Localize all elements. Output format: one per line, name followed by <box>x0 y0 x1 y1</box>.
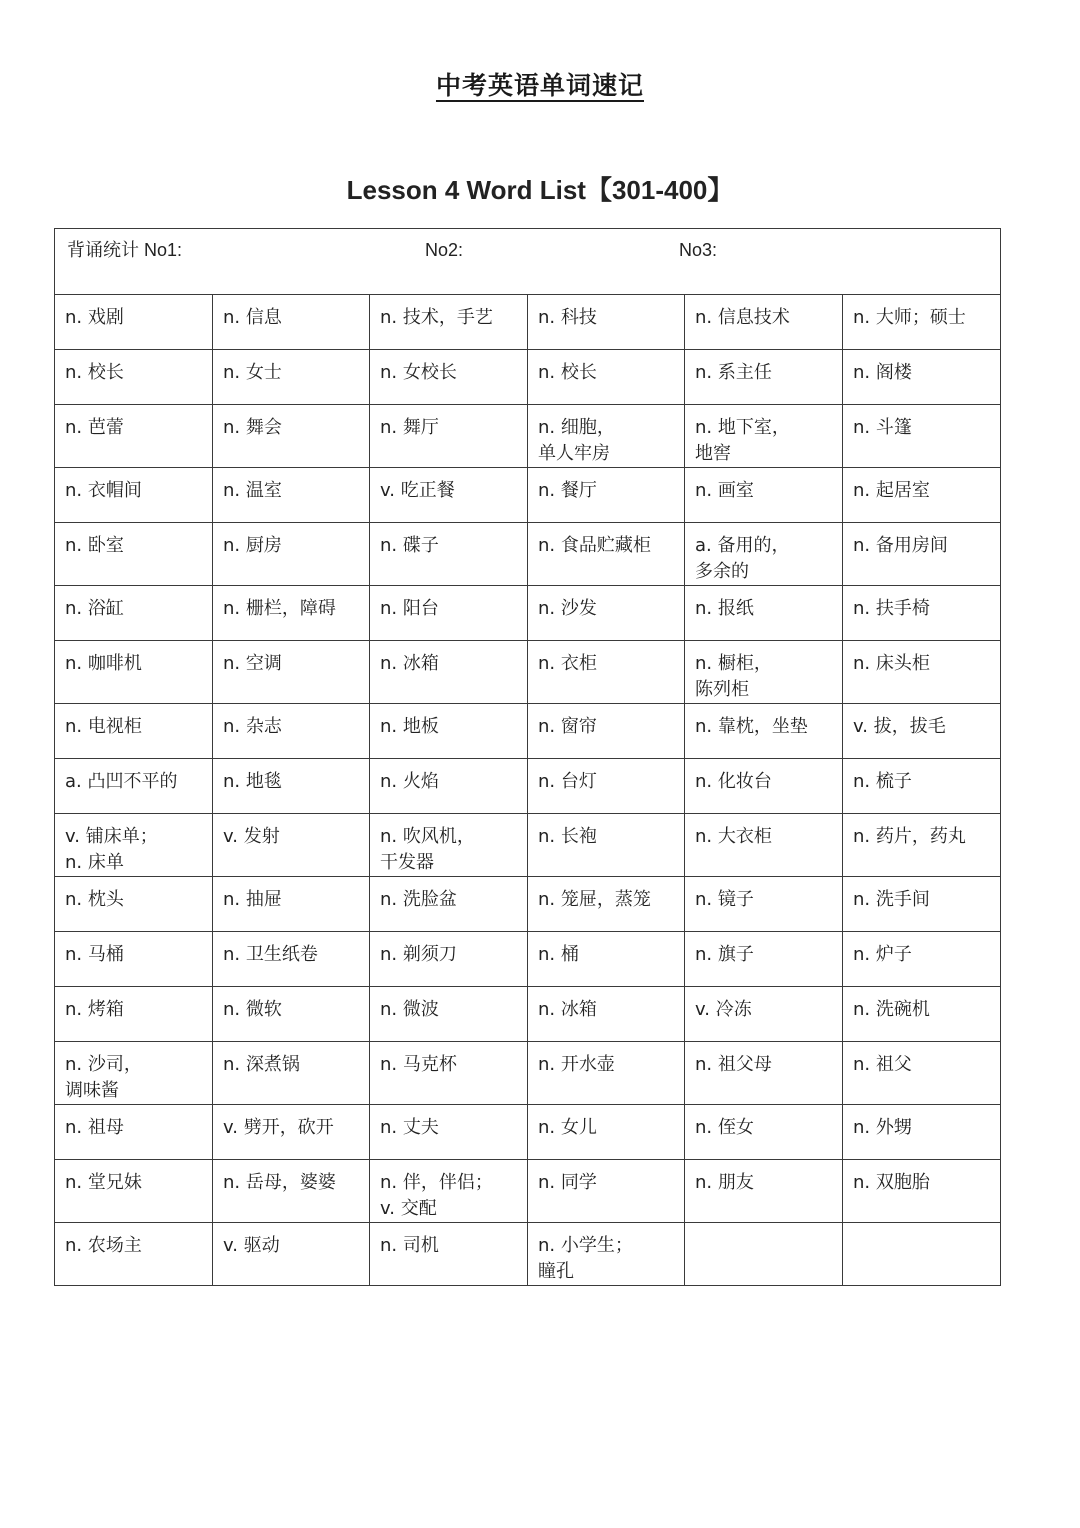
word-definition: n. 堂兄妹 <box>65 1172 142 1193</box>
word-definition: n. 空调 <box>223 653 282 674</box>
word-definition: n. 报纸 <box>695 598 754 619</box>
word-cell <box>213 932 370 987</box>
word-definition: n. 祖父母 <box>695 1054 772 1075</box>
table-row <box>55 1105 1001 1160</box>
word-definition: n. 镜子 <box>695 889 754 910</box>
word-cell <box>213 586 370 641</box>
word-definition: n. 卧室 <box>65 535 124 556</box>
word-cell <box>685 1042 843 1105</box>
word-cell <box>843 1105 1001 1160</box>
word-definition: n. 祖母 <box>65 1117 124 1138</box>
word-cell <box>843 468 1001 523</box>
word-cell <box>685 586 843 641</box>
word-cell <box>528 932 685 987</box>
word-cell <box>685 932 843 987</box>
word-cell <box>528 704 685 759</box>
word-definition: n. 桶 <box>538 944 579 965</box>
word-definition: n. 台灯 <box>538 771 597 792</box>
word-cell <box>528 405 685 468</box>
word-cell <box>685 987 843 1042</box>
stats-no2: No2: <box>425 240 464 260</box>
word-definition: n. 校长 <box>65 362 124 383</box>
word-definition: n. 扶手椅 <box>853 598 930 619</box>
word-definition: n. 沙司， 调味酱 <box>65 1054 142 1101</box>
word-definition: n. 橱柜， 陈列柜 <box>695 653 772 700</box>
word-cell <box>528 759 685 814</box>
word-cell <box>55 1042 213 1105</box>
word-definition: n. 科技 <box>538 307 597 328</box>
word-cell <box>213 1223 370 1286</box>
word-definition: n. 祖父 <box>853 1054 912 1075</box>
word-cell <box>213 814 370 877</box>
word-cell <box>370 641 528 704</box>
table-row <box>55 405 1001 468</box>
word-cell <box>213 759 370 814</box>
word-definition: n. 卫生纸卷 <box>223 944 318 965</box>
word-cell <box>370 704 528 759</box>
word-cell <box>213 468 370 523</box>
word-definition: n. 咖啡机 <box>65 653 142 674</box>
word-definition: n. 马桶 <box>65 944 124 965</box>
word-cell <box>55 586 213 641</box>
word-definition: n. 女士 <box>223 362 282 383</box>
word-cell <box>370 814 528 877</box>
word-definition: n. 舞会 <box>223 417 282 438</box>
word-definition: n. 马克杯 <box>380 1054 457 1075</box>
word-cell <box>213 1105 370 1160</box>
word-definition: n. 大师；硕士 <box>853 307 966 328</box>
stats-row <box>55 229 1001 295</box>
word-cell <box>685 641 843 704</box>
stats-no1: 背诵统计 No1: <box>67 240 183 260</box>
word-cell <box>55 350 213 405</box>
word-cell <box>843 523 1001 586</box>
word-cell <box>213 987 370 1042</box>
word-definition: n. 洗手间 <box>853 889 930 910</box>
word-cell <box>55 704 213 759</box>
word-cell <box>843 704 1001 759</box>
word-definition: n. 杂志 <box>223 716 282 737</box>
word-definition: n. 微波 <box>380 999 439 1020</box>
word-cell <box>213 641 370 704</box>
word-cell <box>370 1160 528 1223</box>
word-cell <box>213 523 370 586</box>
word-definition: n. 沙发 <box>538 598 597 619</box>
word-cell <box>370 468 528 523</box>
word-cell <box>55 641 213 704</box>
word-definition: a. 凸凹不平的 <box>65 771 178 792</box>
word-definition: n. 司机 <box>380 1235 439 1256</box>
word-table <box>54 228 1001 1286</box>
word-definition: n. 枕头 <box>65 889 124 910</box>
word-cell <box>528 295 685 350</box>
word-definition: n. 药片，药丸 <box>853 826 966 847</box>
word-definition: n. 抽屉 <box>223 889 282 910</box>
word-cell <box>370 759 528 814</box>
word-cell <box>55 814 213 877</box>
word-definition: n. 丈夫 <box>380 1117 439 1138</box>
word-cell <box>843 932 1001 987</box>
word-cell <box>685 814 843 877</box>
word-definition: n. 地板 <box>380 716 439 737</box>
word-definition: v. 铺床单； n. 床单 <box>65 826 158 873</box>
word-cell <box>685 405 843 468</box>
word-definition: n. 备用房间 <box>853 535 948 556</box>
word-definition: n. 戏剧 <box>65 307 124 328</box>
word-definition: n. 伴，伴侣； v. 交配 <box>380 1172 493 1219</box>
word-cell <box>528 987 685 1042</box>
word-definition: n. 长袍 <box>538 826 597 847</box>
word-definition: n. 吹风机， 干发器 <box>380 826 475 873</box>
document-title <box>0 66 1080 102</box>
table-row <box>55 877 1001 932</box>
stats-cell <box>55 229 1001 295</box>
word-table-body <box>55 229 1001 1286</box>
word-definition: n. 技术，手艺 <box>380 307 493 328</box>
word-cell <box>843 1223 1001 1286</box>
table-row <box>55 641 1001 704</box>
word-cell <box>843 641 1001 704</box>
word-definition: n. 女儿 <box>538 1117 597 1138</box>
word-definition: n. 洗脸盆 <box>380 889 457 910</box>
word-definition: n. 朋友 <box>695 1172 754 1193</box>
word-cell <box>213 295 370 350</box>
table-row <box>55 704 1001 759</box>
word-cell <box>55 987 213 1042</box>
word-definition: n. 化妆台 <box>695 771 772 792</box>
word-cell <box>843 405 1001 468</box>
word-cell <box>55 295 213 350</box>
word-definition: n. 浴缸 <box>65 598 124 619</box>
word-cell <box>55 877 213 932</box>
word-definition: n. 信息 <box>223 307 282 328</box>
word-definition: n. 旗子 <box>695 944 754 965</box>
word-cell <box>528 586 685 641</box>
word-definition: n. 衣帽间 <box>65 480 142 501</box>
word-cell <box>370 295 528 350</box>
word-definition: n. 食品贮藏柜 <box>538 535 651 556</box>
word-cell <box>370 523 528 586</box>
word-cell <box>843 586 1001 641</box>
word-definition: n. 碟子 <box>380 535 439 556</box>
word-definition: n. 深煮锅 <box>223 1054 300 1075</box>
word-cell <box>528 523 685 586</box>
word-definition: v. 冷冻 <box>695 999 752 1020</box>
word-cell <box>213 1160 370 1223</box>
word-definition: n. 笼屉，蒸笼 <box>538 889 651 910</box>
table-row <box>55 468 1001 523</box>
table-row <box>55 932 1001 987</box>
word-cell <box>843 1042 1001 1105</box>
table-row <box>55 523 1001 586</box>
table-row <box>55 1223 1001 1286</box>
word-cell <box>843 295 1001 350</box>
word-definition: n. 起居室 <box>853 480 930 501</box>
table-row <box>55 350 1001 405</box>
word-definition: n. 阁楼 <box>853 362 912 383</box>
word-definition: n. 靠枕，坐垫 <box>695 716 808 737</box>
word-cell <box>370 1042 528 1105</box>
table-row <box>55 987 1001 1042</box>
word-cell <box>528 468 685 523</box>
document-title-text: 中考英语单词速记 <box>435 71 644 100</box>
word-definition: n. 窗帘 <box>538 716 597 737</box>
word-cell <box>370 405 528 468</box>
word-definition: n. 同学 <box>538 1172 597 1193</box>
word-definition: n. 冰箱 <box>538 999 597 1020</box>
table-row <box>55 295 1001 350</box>
word-cell <box>213 405 370 468</box>
word-cell <box>843 350 1001 405</box>
word-definition: n. 厨房 <box>223 535 282 556</box>
word-definition: n. 炉子 <box>853 944 912 965</box>
word-definition: n. 洗碗机 <box>853 999 930 1020</box>
word-definition: n. 剃须刀 <box>380 944 457 965</box>
word-cell <box>55 1160 213 1223</box>
word-cell <box>685 350 843 405</box>
word-definition: n. 芭蕾 <box>65 417 124 438</box>
word-cell <box>685 468 843 523</box>
word-cell <box>528 1223 685 1286</box>
word-definition: n. 床头柜 <box>853 653 930 674</box>
word-definition: n. 画室 <box>695 480 754 501</box>
word-cell <box>213 704 370 759</box>
word-cell <box>55 759 213 814</box>
word-definition: n. 阳台 <box>380 598 439 619</box>
word-cell <box>213 1042 370 1105</box>
word-cell <box>528 641 685 704</box>
table-row <box>55 1160 1001 1223</box>
word-definition: v. 拔，拔毛 <box>853 716 946 737</box>
word-definition: n. 地毯 <box>223 771 282 792</box>
table-row <box>55 814 1001 877</box>
word-cell <box>528 877 685 932</box>
word-cell <box>685 295 843 350</box>
word-definition: n. 衣柜 <box>538 653 597 674</box>
word-definition: n. 双胞胎 <box>853 1172 930 1193</box>
word-definition: n. 舞厅 <box>380 417 439 438</box>
word-cell <box>685 1223 843 1286</box>
stats-no3: No3: <box>679 240 718 260</box>
word-cell <box>213 350 370 405</box>
word-definition: n. 校长 <box>538 362 597 383</box>
word-definition: n. 农场主 <box>65 1235 142 1256</box>
word-cell <box>370 586 528 641</box>
word-cell <box>528 350 685 405</box>
word-definition: n. 女校长 <box>380 362 457 383</box>
word-cell <box>843 759 1001 814</box>
word-cell <box>370 932 528 987</box>
table-row <box>55 1042 1001 1105</box>
word-definition: n. 外甥 <box>853 1117 912 1138</box>
word-definition: n. 信息技术 <box>695 307 790 328</box>
word-cell <box>685 523 843 586</box>
word-definition: n. 系主任 <box>695 362 772 383</box>
word-definition: n. 微软 <box>223 999 282 1020</box>
word-cell <box>528 1042 685 1105</box>
word-definition: n. 岳母，婆婆 <box>223 1172 336 1193</box>
word-cell <box>55 932 213 987</box>
word-cell <box>213 877 370 932</box>
word-cell <box>55 405 213 468</box>
word-definition: n. 烤箱 <box>65 999 124 1020</box>
word-definition: n. 冰箱 <box>380 653 439 674</box>
word-definition: a. 备用的， 多余的 <box>695 535 790 582</box>
lesson-title: Lesson 4 Word List【301-400】 <box>346 175 734 205</box>
word-definition: v. 驱动 <box>223 1235 280 1256</box>
word-definition: n. 开水壶 <box>538 1054 615 1075</box>
word-definition: n. 梳子 <box>853 771 912 792</box>
word-definition: n. 细胞， 单人牢房 <box>538 417 615 464</box>
table-row <box>55 759 1001 814</box>
word-definition: v. 劈开，砍开 <box>223 1117 334 1138</box>
word-cell <box>55 1105 213 1160</box>
word-cell <box>843 1160 1001 1223</box>
word-cell <box>685 877 843 932</box>
word-cell <box>528 1160 685 1223</box>
word-cell <box>685 1105 843 1160</box>
word-definition: n. 大衣柜 <box>695 826 772 847</box>
word-cell <box>843 987 1001 1042</box>
word-cell <box>685 704 843 759</box>
word-cell <box>370 1223 528 1286</box>
word-definition: v. 发射 <box>223 826 280 847</box>
word-cell <box>528 814 685 877</box>
stats-line <box>65 237 994 263</box>
word-cell <box>55 468 213 523</box>
word-cell <box>685 759 843 814</box>
word-definition: n. 餐厅 <box>538 480 597 501</box>
word-cell <box>55 523 213 586</box>
word-definition: n. 地下室， 地窖 <box>695 417 790 464</box>
word-definition: n. 温室 <box>223 480 282 501</box>
word-cell <box>685 1160 843 1223</box>
word-cell <box>843 814 1001 877</box>
word-definition: n. 电视柜 <box>65 716 142 737</box>
word-definition: n. 斗篷 <box>853 417 912 438</box>
word-cell <box>370 877 528 932</box>
word-cell <box>370 350 528 405</box>
word-cell <box>843 877 1001 932</box>
word-definition: v. 吃正餐 <box>380 480 455 501</box>
word-definition: n. 小学生； 瞳孔 <box>538 1235 633 1282</box>
word-definition: n. 侄女 <box>695 1117 754 1138</box>
word-cell <box>528 1105 685 1160</box>
word-cell <box>370 987 528 1042</box>
table-row <box>55 586 1001 641</box>
word-definition: n. 火焰 <box>380 771 439 792</box>
word-definition: n. 栅栏，障碍 <box>223 598 336 619</box>
word-cell <box>55 1223 213 1286</box>
word-cell <box>370 1105 528 1160</box>
